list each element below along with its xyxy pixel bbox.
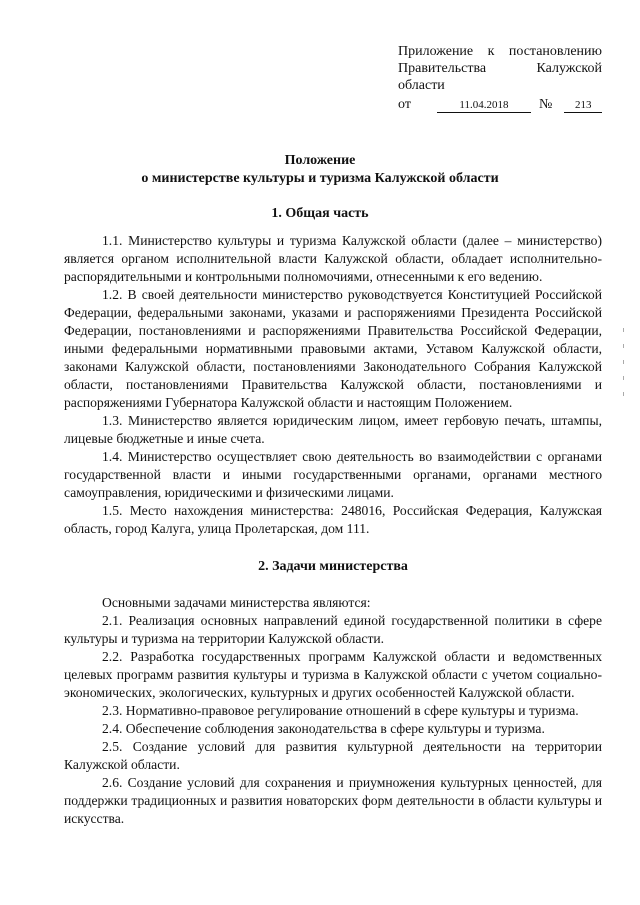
document-subtitle: о министерстве культуры и туризма Калужской области (141, 171, 499, 186)
number-label: № (539, 97, 553, 112)
attachment-date-line (398, 96, 602, 113)
scan-mark (623, 376, 624, 380)
scan-mark (623, 360, 624, 364)
paragraph-2-5: 2.5. Создание условий для развития культурной деятельности на территории Калужской области. (64, 739, 602, 772)
section-2-heading: 2. Задачи министерства (258, 559, 408, 574)
attachment-word: Правительства (398, 61, 487, 76)
scan-mark (623, 328, 624, 332)
paragraph-2-2: 2.2. Разработка государственных программ Калужской области и ведомственных целевых программ развития культуры и туризма в Калужской области с учетом социально-экономических, экологических, культурных и других особенностей Калужской области. (64, 649, 602, 700)
attachment-word: к (487, 44, 495, 59)
attachment-line-3 (398, 77, 602, 94)
attachment-header (398, 43, 602, 113)
paragraph-1-4: 1.4. Министерство осуществляет свою деятельность во взаимодействии с органами государственной власти и иными государственными органами, органами местного самоуправления, юридическими и физическими лицами. (64, 449, 602, 500)
scan-mark (623, 392, 624, 396)
from-label: от (398, 97, 411, 112)
decree-number: 213 (564, 99, 602, 113)
paragraph-1-2: 1.2. В своей деятельности министерство руководствуется Конституцией Российской Федерации, федеральными законами, указами и распоряжениями Президента Российской Федерации, постановлениями и распоряжениями Правительства Российской Федерации, иными федеральными нормативными правовыми актами, Уставом Калужской области, законами Калужской области, постановлениями Законодательного Собрания Калужской области, постановлениями Правительства Калужской области, постановлениями и распоряжениями Губернатора Калужской области и настоящим Положением. (64, 287, 602, 410)
paragraph-1-3: 1.3. Министерство является юридическим лицом, имеет гербовую печать, штампы, лицевые бюджетные и иные счета. (64, 413, 602, 446)
scan-artifact-marks (622, 328, 626, 418)
scan-mark (623, 344, 624, 348)
paragraph-2-3: 2.3. Нормативно-правовое регулирование отношений в сфере культуры и туризма. (102, 703, 579, 718)
document-body (64, 232, 602, 828)
attachment-line-1 (398, 43, 602, 60)
paragraph-2-6: 2.6. Создание условий для сохранения и приумножения культурных ценностей, для поддержки традиционных и развития новаторских форм деятельности в области культуры и искусства. (64, 775, 602, 826)
attachment-word: постановлению (508, 44, 602, 59)
paragraph-2-intro: Основными задачами министерства являются: (102, 595, 371, 610)
attachment-word: Калужской (536, 61, 602, 76)
attachment-word: области (398, 78, 445, 93)
paragraph-2-1: 2.1. Реализация основных направлений единой государственной политики в сфере культуры и туризма на территории Калужской области. (64, 613, 602, 646)
section-1-heading: 1. Общая часть (271, 206, 369, 221)
attachment-word: Приложение (398, 44, 474, 59)
paragraph-2-4: 2.4. Обеспечение соблюдения законодательства в сфере культуры и туризма. (102, 721, 545, 736)
attachment-line-2 (398, 60, 602, 77)
paragraph-1-1: 1.1. Министерство культуры и туризма Калужской области (далее – министерство) является органом исполнительной власти Калужской области, обладает исполнительно-распорядительными и контрольными полномочиями, отнесенными к его ведению. (64, 233, 602, 284)
paragraph-1-5: 1.5. Место нахождения министерства: 248016, Российская Федерация, Калужская область, город Калуга, улица Пролетарская, дом 111. (64, 503, 602, 536)
decree-date: 11.04.2018 (437, 99, 531, 113)
document-title: Положение (284, 153, 356, 168)
